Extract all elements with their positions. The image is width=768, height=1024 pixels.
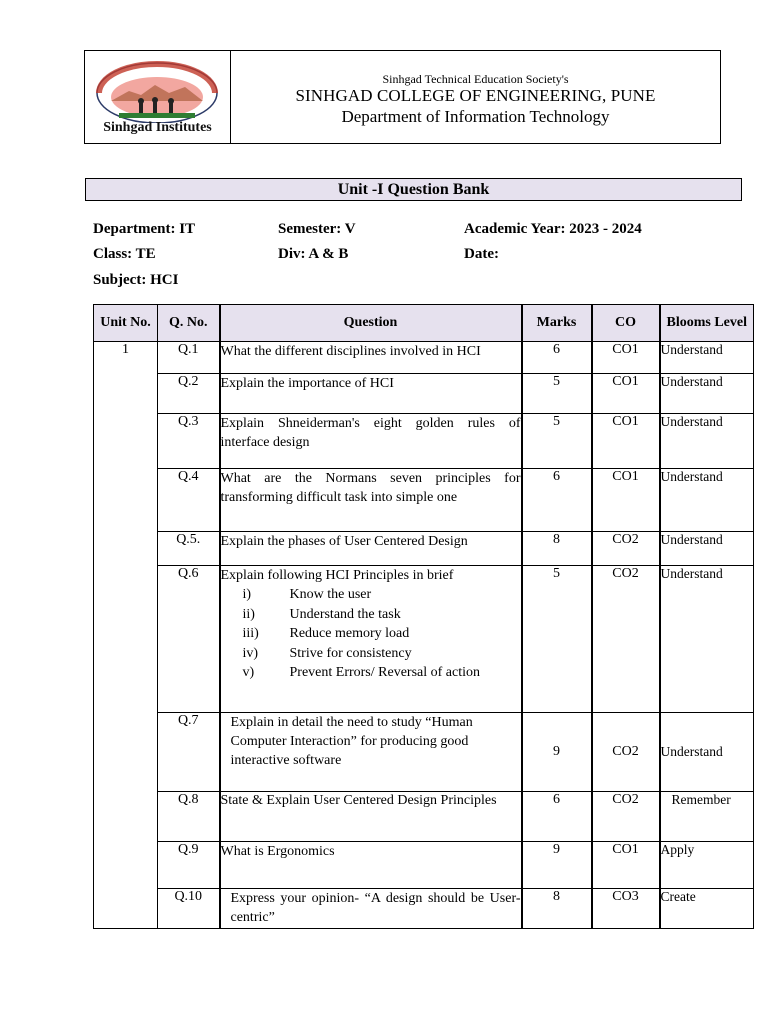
list-item (243, 605, 521, 625)
marks: 8 (522, 889, 592, 929)
blooms-level: Apply (660, 842, 754, 889)
table-row (94, 889, 754, 929)
list-item-text: Prevent Errors/ Reversal of action (289, 665, 480, 680)
society-name: Sinhgad Technical Education Society's (382, 72, 569, 86)
list-item-text: Understand the task (289, 606, 401, 622)
principles-list (221, 585, 521, 683)
course-outcome: CO2 (592, 713, 660, 792)
blooms-level: Understand (660, 469, 754, 532)
list-item-number: iii) (242, 626, 259, 641)
table-row (94, 374, 754, 414)
course-outcome: CO1 (592, 374, 660, 414)
meta-academic-year: Academic Year: 2023 - 2024 (464, 221, 642, 237)
sinhgad-logo (89, 57, 225, 123)
question-number: Q.7 (158, 713, 220, 792)
course-outcome: CO1 (592, 414, 660, 469)
table-row (94, 713, 754, 792)
table-row (94, 566, 754, 713)
blooms-level: Understand (660, 566, 754, 713)
table-row (94, 414, 754, 469)
table-row (94, 532, 754, 566)
unit-number: 1 (94, 342, 158, 929)
meta-semester: Semester: V (278, 221, 356, 237)
list-item-number: i) (242, 587, 252, 602)
logo-caption: Sinhgad Institutes (103, 120, 212, 135)
question-text: What is Ergonomics (220, 842, 522, 889)
table-row (94, 842, 754, 889)
meta-department: Department: IT (93, 221, 196, 237)
college-name: SINHGAD COLLEGE OF ENGINEERING, PUNE (295, 86, 656, 105)
marks: 6 (522, 792, 592, 842)
marks: 5 (522, 566, 592, 713)
blooms-level: Remember (660, 792, 754, 842)
blooms-level: Understand (660, 532, 754, 566)
course-outcome: CO1 (592, 842, 660, 889)
question-number: Q.2 (158, 374, 220, 414)
question-number: Q.8 (158, 792, 220, 842)
table-row (94, 342, 754, 374)
question-number: Q.5. (158, 532, 220, 566)
course-outcome: CO2 (592, 532, 660, 566)
course-outcome: CO2 (592, 566, 660, 713)
list-item-number: v) (242, 665, 255, 680)
list-item-number: ii) (242, 606, 255, 622)
marks: 9 (522, 713, 592, 792)
marks: 9 (522, 842, 592, 889)
question-text: What are the Normans seven principles for transforming difficult task into simple one (220, 469, 522, 532)
question-number: Q.9 (158, 842, 220, 889)
blooms-level: Understand (660, 374, 754, 414)
question-text: Explain in detail the need to study “Human Computer Interaction” for producing good interactive software (220, 713, 522, 792)
header-unit-no: Unit No. (94, 305, 158, 342)
list-item-text: Strive for consistency (289, 645, 412, 661)
course-outcome: CO3 (592, 889, 660, 929)
logo-cell (85, 51, 231, 143)
list-item-number: iv) (242, 645, 259, 661)
table-row (94, 469, 754, 532)
institute-info (231, 51, 720, 143)
question-number: Q.1 (158, 342, 220, 374)
list-item-text: Reduce memory load (289, 626, 410, 641)
question-number: Q.6 (158, 566, 220, 713)
marks: 8 (522, 532, 592, 566)
question-text: Explain Shneiderman's eight golden rules of interface design (220, 414, 522, 469)
meta-div: Div: A & B (278, 246, 349, 262)
question-text: Express your opinion- “A design should be User-centric” (220, 889, 522, 929)
question-number: Q.4 (158, 469, 220, 532)
meta-subject: Subject: HCI (93, 272, 179, 288)
question-text: State & Explain User Centered Design Principles (220, 792, 522, 842)
question-text: Explain following HCI Principles in brief (220, 568, 454, 583)
question-number: Q.10 (158, 889, 220, 929)
question-number: Q.3 (158, 414, 220, 469)
blooms-level: Understand (660, 414, 754, 469)
marks: 5 (522, 374, 592, 414)
list-item (243, 585, 521, 605)
course-outcome: CO1 (592, 469, 660, 532)
header-marks: Marks (522, 305, 592, 342)
question-text: Explain the importance of HCI (220, 374, 522, 414)
page-title: Unit -I Question Bank (85, 178, 742, 201)
meta-date: Date: (464, 246, 499, 262)
list-item (243, 663, 521, 683)
question-table (93, 304, 754, 929)
header-blooms: Blooms Level (660, 305, 754, 342)
question-cell (220, 566, 522, 713)
list-item-text: Know the user (289, 587, 372, 602)
marks: 6 (522, 469, 592, 532)
department-name: Department of Information Technology (341, 107, 610, 126)
header-co: CO (592, 305, 660, 342)
list-item (243, 644, 521, 664)
header-q-no: Q. No. (158, 305, 220, 342)
marks: 5 (522, 414, 592, 469)
blooms-level: Understand (660, 713, 754, 792)
course-outcome: CO2 (592, 792, 660, 842)
blooms-level: Create (660, 889, 754, 929)
table-row (94, 792, 754, 842)
question-text: What the different disciplines involved in HCI (220, 342, 522, 374)
course-outcome: CO1 (592, 342, 660, 374)
marks: 6 (522, 342, 592, 374)
table-header-row (94, 305, 754, 342)
list-item (243, 624, 521, 644)
header-question: Question (220, 305, 522, 342)
meta-class: Class: TE (93, 246, 156, 262)
blooms-level: Understand (660, 342, 754, 374)
institute-header (84, 50, 721, 144)
question-text: Explain the phases of User Centered Design (220, 532, 522, 566)
